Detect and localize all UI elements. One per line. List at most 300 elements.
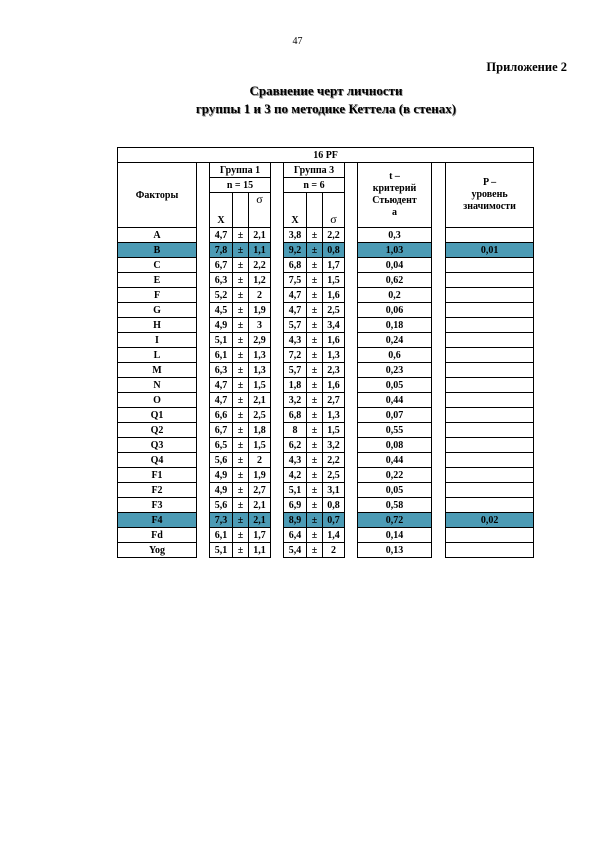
column-separator <box>197 228 210 243</box>
table-row <box>118 408 534 423</box>
table-row <box>118 498 534 513</box>
column-separator <box>345 348 358 363</box>
group1-sigma-cell: 1,9 <box>249 468 271 483</box>
p-value-cell: 0,02 <box>446 513 534 528</box>
column-separator <box>432 258 446 273</box>
column-separator <box>197 528 210 543</box>
p-value-cell <box>446 258 534 273</box>
t-value-cell: 0,44 <box>358 393 432 408</box>
group3-mean-cell: 4,7 <box>284 303 307 318</box>
table-row <box>118 348 534 363</box>
t-value-cell: 0,62 <box>358 273 432 288</box>
group3-sigma-cell: 1,6 <box>323 378 345 393</box>
group3-pm-cell: ± <box>307 363 323 378</box>
group3-pm-cell: ± <box>307 513 323 528</box>
group1-mean-cell: 4,7 <box>210 378 233 393</box>
group1-pm-cell: ± <box>233 288 249 303</box>
group1-pm-cell: ± <box>233 393 249 408</box>
group1-sigma-cell: 1,2 <box>249 273 271 288</box>
column-separator <box>432 408 446 423</box>
column-separator <box>197 333 210 348</box>
column-separator <box>197 498 210 513</box>
group1-pm-cell: ± <box>233 543 249 558</box>
factor-cell: E <box>118 273 197 288</box>
column-separator <box>432 483 446 498</box>
group1-mean-cell: 4,9 <box>210 468 233 483</box>
group3-x-header: X <box>284 193 307 228</box>
table-header-row-1 <box>118 163 534 178</box>
column-separator <box>271 378 284 393</box>
group1-mean-cell: 4,9 <box>210 483 233 498</box>
table-row <box>118 318 534 333</box>
column-separator <box>197 288 210 303</box>
group1-pm-cell: ± <box>233 318 249 333</box>
title-line2-text: группы 1 и 3 по методике Кеттела (в стенах) <box>195 101 457 116</box>
group1-pm-cell: ± <box>233 528 249 543</box>
table-row <box>118 528 534 543</box>
table-row <box>118 228 534 243</box>
column-separator <box>345 438 358 453</box>
group1-sigma-header <box>249 193 271 228</box>
group1-sigma-cell: 2,1 <box>249 498 271 513</box>
column-separator <box>345 528 358 543</box>
group1-x-header: X <box>210 193 233 228</box>
group1-mean-cell: 6,1 <box>210 348 233 363</box>
group1-mean-cell: 6,1 <box>210 528 233 543</box>
column-separator <box>345 318 358 333</box>
group1-pm-cell: ± <box>233 453 249 468</box>
t-label-line4: а <box>392 207 397 218</box>
group1-sigma-cell: 2,7 <box>249 483 271 498</box>
pm-column-header <box>307 193 323 228</box>
group3-pm-cell: ± <box>307 378 323 393</box>
column-separator <box>345 163 358 228</box>
group3-pm-cell: ± <box>307 453 323 468</box>
factor-cell: B <box>118 243 197 258</box>
t-label-line1: t – <box>389 171 400 182</box>
column-separator <box>271 423 284 438</box>
group3-sigma-cell: 2,2 <box>323 453 345 468</box>
factor-cell: Yog <box>118 543 197 558</box>
group3-mean-cell: 4,7 <box>284 288 307 303</box>
group1-sigma-cell: 1,3 <box>249 348 271 363</box>
column-separator <box>271 543 284 558</box>
column-separator <box>345 378 358 393</box>
p-value-cell <box>446 228 534 243</box>
group1-mean-cell: 5,6 <box>210 453 233 468</box>
group3-pm-cell: ± <box>307 438 323 453</box>
group3-sigma-cell: 2,5 <box>323 303 345 318</box>
p-value-cell: 0,01 <box>446 243 534 258</box>
group3-pm-cell: ± <box>307 333 323 348</box>
group1-mean-cell: 6,3 <box>210 363 233 378</box>
p-value-cell <box>446 453 534 468</box>
group3-pm-cell: ± <box>307 528 323 543</box>
column-separator <box>271 468 284 483</box>
factor-cell: N <box>118 378 197 393</box>
group1-mean-cell: 6,7 <box>210 423 233 438</box>
factor-cell: Q4 <box>118 453 197 468</box>
group3-mean-cell: 5,7 <box>284 363 307 378</box>
column-separator <box>197 378 210 393</box>
t-value-cell: 0,18 <box>358 318 432 333</box>
group3-sigma-cell: 1,5 <box>323 423 345 438</box>
table-top-header: 16 PF <box>118 148 534 163</box>
group3-pm-cell: ± <box>307 228 323 243</box>
factor-cell: Fd <box>118 528 197 543</box>
pm-column-header <box>233 193 249 228</box>
factor-cell: M <box>118 363 197 378</box>
t-value-cell: 0,07 <box>358 408 432 423</box>
column-separator <box>345 483 358 498</box>
column-separator <box>271 273 284 288</box>
group1-pm-cell: ± <box>233 348 249 363</box>
column-separator <box>197 483 210 498</box>
group1-mean-cell: 4,9 <box>210 318 233 333</box>
table-row <box>118 288 534 303</box>
sigma-symbol: σ <box>256 192 263 206</box>
group1-mean-cell: 4,5 <box>210 303 233 318</box>
group3-pm-cell: ± <box>307 303 323 318</box>
factor-cell: H <box>118 318 197 333</box>
group1-pm-cell: ± <box>233 513 249 528</box>
group3-pm-cell: ± <box>307 273 323 288</box>
group1-mean-cell: 7,3 <box>210 513 233 528</box>
t-value-cell: 1,03 <box>358 243 432 258</box>
column-separator <box>432 393 446 408</box>
column-separator <box>345 228 358 243</box>
table-row <box>118 303 534 318</box>
group1-pm-cell: ± <box>233 498 249 513</box>
table-header-top-row <box>118 148 534 163</box>
group3-pm-cell: ± <box>307 258 323 273</box>
t-value-cell: 0,24 <box>358 333 432 348</box>
t-value-cell: 0,05 <box>358 483 432 498</box>
group1-n: n = 15 <box>210 178 271 193</box>
t-value-cell: 0,08 <box>358 438 432 453</box>
column-separator <box>432 163 446 228</box>
column-separator <box>271 288 284 303</box>
factor-cell: F2 <box>118 483 197 498</box>
p-value-cell <box>446 333 534 348</box>
group3-sigma-cell: 2,2 <box>323 228 345 243</box>
t-label-line2: критерий <box>372 183 417 194</box>
t-value-cell: 0,3 <box>358 228 432 243</box>
column-separator <box>345 513 358 528</box>
t-value-cell: 0,22 <box>358 468 432 483</box>
column-separator <box>432 513 446 528</box>
group3-mean-cell: 6,4 <box>284 528 307 543</box>
column-separator <box>345 258 358 273</box>
column-separator <box>345 333 358 348</box>
t-value-cell: 0,04 <box>358 258 432 273</box>
group1-pm-cell: ± <box>233 378 249 393</box>
group3-pm-cell: ± <box>307 288 323 303</box>
group3-sigma-cell: 3,2 <box>323 438 345 453</box>
group1-sigma-cell: 1,5 <box>249 378 271 393</box>
group3-pm-cell: ± <box>307 483 323 498</box>
group1-pm-cell: ± <box>233 363 249 378</box>
column-separator <box>271 258 284 273</box>
group1-mean-cell: 6,5 <box>210 438 233 453</box>
group1-sigma-cell: 1,3 <box>249 363 271 378</box>
group1-pm-cell: ± <box>233 468 249 483</box>
table-row <box>118 438 534 453</box>
column-separator <box>432 453 446 468</box>
group1-sigma-cell: 1,1 <box>249 543 271 558</box>
column-separator <box>271 303 284 318</box>
column-separator <box>432 288 446 303</box>
column-separator <box>432 228 446 243</box>
p-value-cell <box>446 378 534 393</box>
column-separator <box>271 363 284 378</box>
group3-mean-cell: 4,2 <box>284 468 307 483</box>
group3-mean-cell: 8 <box>284 423 307 438</box>
group1-sigma-cell: 1,5 <box>249 438 271 453</box>
column-separator <box>271 393 284 408</box>
column-separator <box>271 453 284 468</box>
column-separator <box>271 513 284 528</box>
p-value-cell <box>446 348 534 363</box>
t-value-cell: 0,55 <box>358 423 432 438</box>
group1-sigma-cell: 3 <box>249 318 271 333</box>
factor-cell: F <box>118 288 197 303</box>
group1-pm-cell: ± <box>233 228 249 243</box>
column-separator <box>271 243 284 258</box>
group3-pm-cell: ± <box>307 318 323 333</box>
column-separator <box>197 303 210 318</box>
group3-sigma-cell: 1,6 <box>323 333 345 348</box>
column-separator <box>197 273 210 288</box>
column-separator <box>432 543 446 558</box>
group1-mean-cell: 4,7 <box>210 228 233 243</box>
group1-pm-cell: ± <box>233 258 249 273</box>
column-separator <box>345 423 358 438</box>
group3-header: Группа 3 <box>284 163 345 178</box>
group3-mean-cell: 5,1 <box>284 483 307 498</box>
group1-sigma-cell: 2,1 <box>249 228 271 243</box>
p-label-line3: значимости <box>463 201 516 212</box>
factor-cell: F1 <box>118 468 197 483</box>
table-row <box>118 243 534 258</box>
column-separator <box>345 288 358 303</box>
group3-pm-cell: ± <box>307 348 323 363</box>
column-separator <box>345 303 358 318</box>
group3-mean-cell: 7,2 <box>284 348 307 363</box>
group3-sigma-cell: 0,8 <box>323 498 345 513</box>
p-value-cell <box>446 288 534 303</box>
group1-mean-cell: 4,7 <box>210 393 233 408</box>
group3-sigma-cell: 3,4 <box>323 318 345 333</box>
table-row <box>118 468 534 483</box>
table-row <box>118 423 534 438</box>
column-separator <box>271 498 284 513</box>
table-row <box>118 333 534 348</box>
p-value-cell <box>446 528 534 543</box>
appendix-label: Приложение 2 <box>486 60 567 74</box>
group3-pm-cell: ± <box>307 468 323 483</box>
column-separator <box>197 543 210 558</box>
document-title-line1 <box>0 82 595 100</box>
group3-sigma-header <box>323 193 345 228</box>
column-separator <box>345 243 358 258</box>
group3-sigma-cell: 2,5 <box>323 468 345 483</box>
group1-sigma-cell: 2,5 <box>249 408 271 423</box>
group1-sigma-cell: 2,1 <box>249 513 271 528</box>
column-separator <box>345 453 358 468</box>
column-separator <box>197 438 210 453</box>
group1-mean-cell: 5,6 <box>210 498 233 513</box>
t-value-cell: 0,6 <box>358 348 432 363</box>
group3-sigma-cell: 2,3 <box>323 363 345 378</box>
column-separator <box>271 408 284 423</box>
column-separator <box>432 333 446 348</box>
p-label-line1: P – <box>483 177 497 188</box>
group1-sigma-cell: 2 <box>249 453 271 468</box>
group3-mean-cell: 3,8 <box>284 228 307 243</box>
factor-cell: A <box>118 228 197 243</box>
factor-cell: Q2 <box>118 423 197 438</box>
group3-sigma-cell: 1,7 <box>323 258 345 273</box>
group1-sigma-cell: 2,9 <box>249 333 271 348</box>
factor-cell: F4 <box>118 513 197 528</box>
column-separator <box>197 408 210 423</box>
column-separator <box>345 273 358 288</box>
column-separator <box>345 363 358 378</box>
factor-cell: O <box>118 393 197 408</box>
group1-sigma-cell: 1,8 <box>249 423 271 438</box>
table-row <box>118 363 534 378</box>
group3-mean-cell: 9,2 <box>284 243 307 258</box>
group1-pm-cell: ± <box>233 303 249 318</box>
p-value-cell <box>446 543 534 558</box>
column-separator <box>432 423 446 438</box>
group3-mean-cell: 1,8 <box>284 378 307 393</box>
column-separator <box>345 498 358 513</box>
group1-sigma-cell: 1,9 <box>249 303 271 318</box>
column-separator <box>432 378 446 393</box>
group1-pm-cell: ± <box>233 408 249 423</box>
factor-cell: I <box>118 333 197 348</box>
group1-pm-cell: ± <box>233 423 249 438</box>
group1-mean-cell: 6,6 <box>210 408 233 423</box>
column-separator <box>271 483 284 498</box>
p-value-cell <box>446 498 534 513</box>
column-separator <box>197 318 210 333</box>
p-value-cell <box>446 468 534 483</box>
group3-mean-cell: 5,7 <box>284 318 307 333</box>
group1-mean-cell: 6,7 <box>210 258 233 273</box>
group3-sigma-cell: 0,8 <box>323 243 345 258</box>
factor-cell: L <box>118 348 197 363</box>
p-value-cell <box>446 363 534 378</box>
group3-pm-cell: ± <box>307 423 323 438</box>
t-value-cell: 0,2 <box>358 288 432 303</box>
t-value-cell: 0,14 <box>358 528 432 543</box>
column-separator <box>432 273 446 288</box>
group3-mean-cell: 6,8 <box>284 258 307 273</box>
p-value-cell <box>446 273 534 288</box>
table-row <box>118 378 534 393</box>
table-row <box>118 453 534 468</box>
t-value-cell: 0,05 <box>358 378 432 393</box>
table-row <box>118 393 534 408</box>
group1-mean-cell: 7,8 <box>210 243 233 258</box>
factor-cell: G <box>118 303 197 318</box>
factors-header: Факторы <box>118 163 197 228</box>
t-value-cell: 0,13 <box>358 543 432 558</box>
p-value-cell <box>446 393 534 408</box>
t-value-cell: 0,06 <box>358 303 432 318</box>
table-row <box>118 513 534 528</box>
column-separator <box>432 498 446 513</box>
factor-cell: Q3 <box>118 438 197 453</box>
group1-mean-cell: 5,1 <box>210 333 233 348</box>
group3-pm-cell: ± <box>307 243 323 258</box>
group1-header: Группа 1 <box>210 163 271 178</box>
group1-pm-cell: ± <box>233 273 249 288</box>
table-row <box>118 543 534 558</box>
group1-sigma-cell: 2,2 <box>249 258 271 273</box>
t-value-cell: 0,58 <box>358 498 432 513</box>
column-separator <box>271 163 284 228</box>
p-value-cell <box>446 423 534 438</box>
document-title-line2 <box>0 100 595 118</box>
factor-cell: Q1 <box>118 408 197 423</box>
column-separator <box>271 228 284 243</box>
group1-sigma-cell: 1,1 <box>249 243 271 258</box>
group3-mean-cell: 6,2 <box>284 438 307 453</box>
group1-mean-cell: 5,2 <box>210 288 233 303</box>
factor-cell: C <box>118 258 197 273</box>
p-level-header <box>446 163 534 228</box>
column-separator <box>432 318 446 333</box>
column-separator <box>345 468 358 483</box>
column-separator <box>432 363 446 378</box>
group3-sigma-cell: 1,3 <box>323 408 345 423</box>
column-separator <box>197 363 210 378</box>
group3-sigma-cell: 1,4 <box>323 528 345 543</box>
column-separator <box>197 513 210 528</box>
t-value-cell: 0,72 <box>358 513 432 528</box>
personality-traits-table <box>117 147 534 558</box>
group3-mean-cell: 7,5 <box>284 273 307 288</box>
group3-n: n = 6 <box>284 178 345 193</box>
column-separator <box>345 543 358 558</box>
column-separator <box>432 303 446 318</box>
group1-pm-cell: ± <box>233 333 249 348</box>
t-criterion-header <box>358 163 432 228</box>
p-label-line2: уровень <box>471 189 508 200</box>
column-separator <box>271 333 284 348</box>
group3-mean-cell: 4,3 <box>284 453 307 468</box>
group1-sigma-cell: 1,7 <box>249 528 271 543</box>
p-value-cell <box>446 408 534 423</box>
group3-sigma-cell: 0,7 <box>323 513 345 528</box>
column-separator <box>197 243 210 258</box>
column-separator <box>432 348 446 363</box>
table-row <box>118 258 534 273</box>
factor-cell: F3 <box>118 498 197 513</box>
group3-pm-cell: ± <box>307 408 323 423</box>
column-separator <box>345 393 358 408</box>
table-row <box>118 273 534 288</box>
group3-pm-cell: ± <box>307 498 323 513</box>
column-separator <box>197 393 210 408</box>
column-separator <box>197 258 210 273</box>
column-separator <box>197 453 210 468</box>
column-separator <box>271 438 284 453</box>
